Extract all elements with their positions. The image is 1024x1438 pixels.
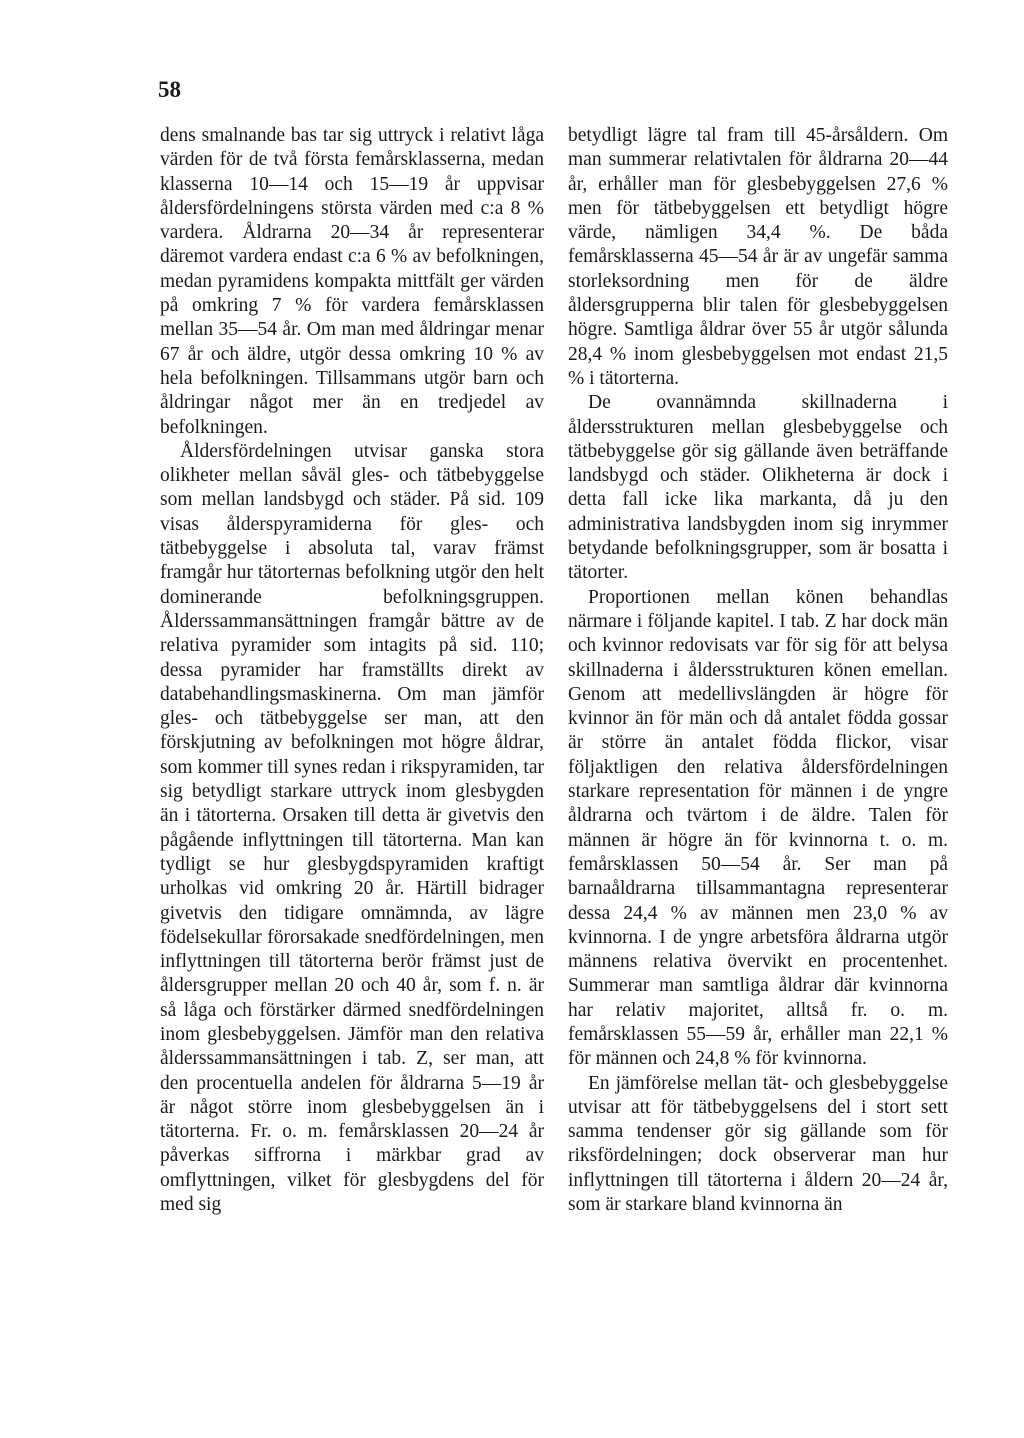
- right-column: [568, 124, 948, 1217]
- left-paragraph-2: Åldersfördelningen utvisar ganska stora olikheter mellan såväl gles- och tätbebyggelse som mellan landsbygd och städer. På sid. 109 visas ålderspyramiderna för gles- och tätbebyggelse i absoluta tal, varav främst framgår hur tätorternas befolkning utgör den helt dominerande befolkningsgruppen. Ålderssammansättningen framgår bättre av de relativa pyramider som intagits på sid. 110; dessa pyramider har framställts direkt av databehandlingsmaskinerna. Om man jämför gles- och tätbebyggelse ser man, att den förskjutning av befolkningen mot högre åldrar, som kommer till synes redan i rikspyramiden, tar sig betydligt starkare uttryck inom glesbygden än i tätorterna. Orsaken till detta är givetvis den pågående inflyttningen till tätorterna. Man kan tydligt se hur glesbygdspyramiden kraftigt urholkas vid omkring 20 år. Härtill bidrager givetvis den tidigare omnämnda, av lägre födelsekullar förorsakade snedfördelningen, men inflyttningen till tätorterna berör främst just de åldersgrupper mellan 20 och 40 år, som f. n. är så låga och förstärker därmed snedfördelningen inom glesbebyggelsen. Jämför man den relativa ålderssammansättningen i tab. Z, ser man, att den procentuella andelen för åldrarna 5—19 år är något större inom glesbebyggelsen än i tätorterna. Fr. o. m. femårsklassen 20—24 år påverkas siffrorna i märkbar grad av omflyttningen, vilket för glesbygdens del för med sig: [160, 440, 544, 1216]
- right-paragraph-4: En jämförelse mellan tät- och glesbebyggelse utvisar att för tätbebyggelsens del i stort sett samma tendenser gör sig gällande som för riksfördelningen; dock observerar man hur inflyttningen till tätorterna i åldern 20—24 år, som är starkare bland kvinnorna än: [568, 1072, 948, 1216]
- right-paragraph-1: betydligt lägre tal fram till 45-årsåldern. Om man summerar relativtalen för åldrarna 20—44 år, erhåller man för glesbebyggelsen 27,6 % men för tätbebyggelsen ett betydligt högre värde, nämligen 34,4 %. De båda femårsklasserna 45—54 år är av ungefär samma storleksordning men för de äldre åldersgrupperna blir talen för glesbebyggelsen högre. Samtliga åldrar över 55 år utgör sålunda 28,4 % inom glesbebyggelsen mot endast 21,5 % i tätorterna.: [568, 125, 948, 389]
- left-paragraph-1: dens smalnande bas tar sig uttryck i relativt låga värden för de två första femårsklasserna, medan klasserna 10—14 och 15—19 år uppvisar åldersfördelningens största värden med c:a 8 % vardera. Åldrarna 20—34 år representerar däremot vardera endast c:a 6 % av befolkningen, medan pyramidens kompakta mittfält ger värden på omkring 7 % för vardera femårsklassen mellan 35—54 år. Om man med åldringar menar 67 år och äldre, utgör dessa omkring 10 % av hela befolkningen. Tillsammans utgör barn och åldringar något mer än en tredjedel av befolkningen.: [160, 125, 544, 438]
- left-column: [160, 124, 544, 1217]
- right-paragraph-2: De ovannämnda skillnaderna i åldersstrukturen mellan glesbebyggelse och tätbebyggelse gör sig gällande även beträffande landsbygd och städer. Olikheterna är dock i detta fall icke lika markanta, då ju den administrativa landsbygden inom sig inrymmer betydande befolkningsgrupper, som är bosatta i tätorter.: [568, 392, 948, 584]
- right-paragraph-3: Proportionen mellan könen behandlas närmare i följande kapitel. I tab. Z har dock män och kvinnor redovisats var för sig för att belysa skillnaderna i åldersstrukturen könen emellan. Genom att medellivslängden är högre för kvinnor än för män och då antalet födda gossar är större än antalet födda flickor, visar följaktligen den relativa åldersfördelningen starkare representation för männen i de yngre åldrarna och tvärtom i de äldre. Talen för männen är högre än för kvinnorna t. o. m. femårsklassen 50—54 år. Ser man på barnaåldrarna tillsammantagna representerar dessa 24,4 % av männen men 23,0 % av kvinnorna. I de yngre arbetsföra åldrarna utgör männens relativa övervikt en procentenhet. Summerar man samtliga åldrar där kvinnorna har relativ majoritet, alltså fr. o. m. femårsklassen 55—59 år, erhåller man 22,1 % för männen och 24,8 % för kvinnorna.: [568, 586, 948, 1070]
- page-number: 58: [158, 77, 181, 102]
